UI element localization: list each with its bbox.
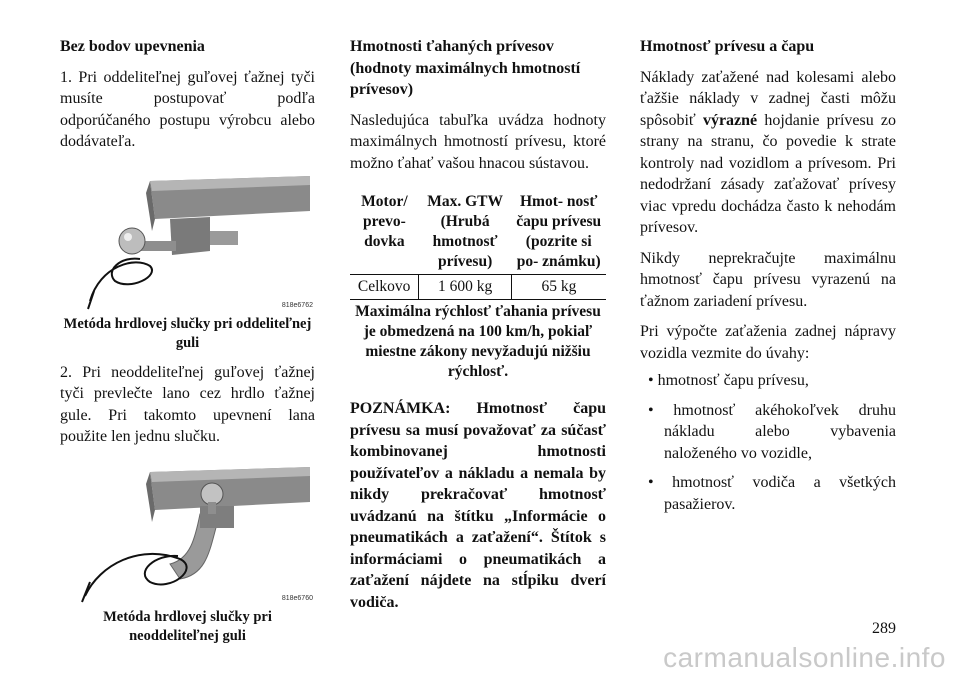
intro-text: Nasledujúca tabuľka uvádza hodnoty maximálnych hmotností prívesu, ktoré možno ťahať vašou hnacou sústavou. [350, 111, 606, 172]
list-item-text: hmotnosť akéhokoľvek druhu nákladu alebo vybavenia naloženého vo vozidle, [664, 401, 896, 462]
section-heading: Bez bodov upevnenia [60, 38, 205, 55]
column-middle [350, 36, 606, 613]
text-run: hojdanie prívesu zo strany na stranu, čo povedie k strate kontroly nad vozidlom a prívesom. Pri nedodržaní zásady zaťažovať prívesy viac vpredu dochádza často k nehodám prívesov. [640, 111, 897, 236]
watermark: carmanualsonline.info [663, 642, 946, 673]
step-1-text: 1. Pri oddeliteľnej guľovej ťažnej tyči musíte postupovať podľa odporúčaného postupu výrobcu alebo dodávateľa. [60, 68, 315, 150]
hitch-illustration-1 [60, 171, 315, 311]
emphasis-text: výrazné [702, 111, 758, 129]
text-run: Náklady zaťažené nad kolesami alebo ťažšie náklady v zadnej časti môžu spôsobiť [640, 68, 896, 129]
table-header-engine: Motor/ prevo- dovka [361, 193, 408, 250]
list-item-text: hmotnosť vodiča a všetkých pasažierov. [664, 474, 896, 513]
hitch-illustration-2 [60, 464, 315, 604]
table-header-gtw: Max. GTW (Hrubá hmotnosť prívesu) [427, 193, 503, 270]
body-paragraph: Pri výpočte zaťaženia zadnej nápravy vozidla vezmite do úvahy: [640, 323, 896, 362]
column-right [640, 36, 896, 523]
body-paragraph [640, 67, 896, 239]
table-cell: 1 600 kg [419, 275, 512, 300]
figure-caption: Metóda hrdlovej slučky pri oddeliteľnej guli [63, 315, 312, 351]
list-item: • hmotnosť čapu prívesu, [648, 372, 809, 389]
figure-code: 818e6762 [281, 301, 313, 309]
column-left [60, 36, 315, 646]
page-number: 289 [872, 620, 896, 637]
section-heading: Hmotnosť prívesu a čapu [640, 38, 815, 55]
body-paragraph: Nikdy neprekračujte maximálnu hmotnosť čapu prívesu vyrazenú na ťažnom zariadení prívesu. [640, 249, 896, 310]
section-heading: Hmotnosti ťahaných prívesov (hodnoty maximálnych hmotností prívesov) [350, 38, 581, 98]
step-2-text: 2. Pri neoddeliteľnej guľovej ťažnej tyči prevlečte lano cez hrdlo ťažnej gule. Pri takomto upevnení lana použite len jednu slučku. [60, 363, 315, 445]
table-header-tongue-weight: Hmot- nosť čapu prívesu (pozrite si po- známku) [516, 193, 602, 270]
list-item: • hmotnosť vodiča a všetkých pasažierov. [648, 474, 896, 513]
list-item-text: hmotnosť čapu prívesu, [657, 372, 809, 389]
trailer-weight-table [350, 190, 606, 384]
figure-caption: Metóda hrdlovej slučky pri neoddeliteľnej guli [103, 608, 272, 644]
figure-fixed-ball [60, 464, 315, 604]
list-item: • hmotnosť akéhokoľvek druhu nákladu alebo vybavenia naloženého vo vozidle, [648, 401, 896, 462]
table-footer-note: Maximálna rýchlosť ťahania prívesu je obmedzená na 100 km/h, pokiaľ miestne zákony nevyžadujú nižšiu rýchlosť. [350, 300, 606, 385]
figure-code: 818e6760 [281, 594, 313, 602]
table-cell: 65 kg [511, 275, 606, 300]
note-paragraph: POZNÁMKA: Hmotnosť čapu prívesu sa musí považovať za súčasť kombinovanej hmotnosti používateľov a nákladu a nemala by nikdy prekračovať hmotnosť uvádzanú na štítku „Informácie o pneumatikách a zaťažení“. Štítok s informáciami o pneumatikách a zaťažení nájdete na stĺpiku dverí vodiča. [350, 400, 606, 611]
table-cell: Celkovo [350, 275, 419, 300]
figure-detachable-ball [60, 171, 315, 311]
considerations-list [640, 370, 896, 515]
